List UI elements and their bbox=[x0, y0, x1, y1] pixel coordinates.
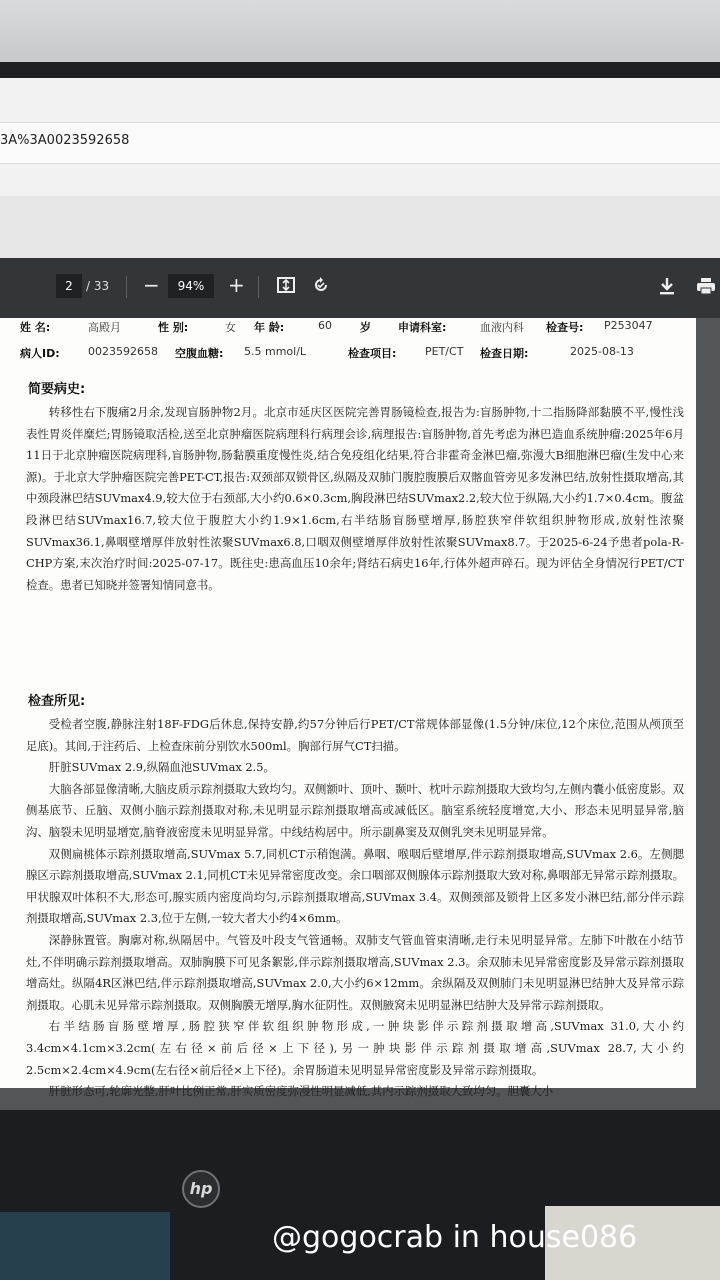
pdf-toolbar bbox=[0, 258, 720, 318]
findings-paragraph: 双侧扁桃体示踪剂摄取增高,SUVmax 5.7,同机CT示稍饱满。鼻咽、喉咽后壁增厚,伴示踪剂摄取增高,SUVmax 2.6。左侧腮腺区示踪剂摄取增高,SUVmax 2.1,同机CT未见异常密度改变。余口咽部双侧腺体示踪剂摄取大致对称,鼻咽部无异常示踪剂摄取。甲状腺双叶体积不大,形态可,腺实质内密度尚均匀,示踪剂摄取增高,SUVmax 3.4。双侧颈部及锁骨上区多发小淋巴结,部分伴示踪剂摄取增高,SUVmax 2.3,位于左侧,一较大者大小约4×6mm。 bbox=[26, 846, 684, 926]
patient-name: 高殿月 bbox=[88, 321, 121, 334]
name-label: 姓 名: bbox=[20, 321, 51, 334]
background-wall bbox=[0, 0, 720, 70]
browser-chrome bbox=[0, 78, 720, 196]
findings-paragraph: 深静脉置管。胸廓对称,纵隔居中。气管及叶段支气管通畅。双肺支气管血管束清晰,走行未见明显异常。左肺下叶散在小结节灶,不伴明确示踪剂摄取增高。双肺胸膜下可见条絮影,伴示踪剂摄取增高,SUVmax 2.3。余双肺未见异常密度影及异常示踪剂摄取增高灶。纵隔4R区淋巴结,伴示踪剂摄取增高,SUVmax 2.0,大小约6×12mm。余纵隔及双侧肺门未见明显淋巴结肿大及异常示踪剂摄取。心肌未见异常示踪剂摄取。双侧胸膜无增厚,胸水征阴性。双侧腋窝未见明显淋巴结肿大及异常示踪剂摄取。 bbox=[26, 932, 684, 1012]
hp-logo: hp bbox=[182, 1170, 220, 1208]
patient-age: 60 bbox=[318, 319, 332, 332]
patient-id: 0023592658 bbox=[88, 345, 158, 358]
zoom-level[interactable]: 94% bbox=[168, 274, 214, 298]
watermark-text: @gogocrab in house086 bbox=[272, 1220, 638, 1255]
browser-gap bbox=[0, 196, 720, 258]
page-number-input[interactable]: 2 bbox=[56, 274, 82, 298]
exam-no-value: P253047 bbox=[604, 319, 653, 332]
url-text[interactable]: 3A%3A0023592658 bbox=[0, 133, 130, 148]
toolbar-divider bbox=[126, 276, 127, 298]
glucose-value: 5.5 mmol/L bbox=[244, 345, 307, 358]
findings-text bbox=[26, 714, 684, 1103]
item-label: 检查项目: bbox=[348, 347, 397, 360]
sex-label: 性 别: bbox=[158, 321, 189, 334]
download-icon[interactable] bbox=[658, 276, 676, 302]
exam-no-label: 检查号: bbox=[546, 321, 584, 334]
findings-paragraph: 受检者空腹,静脉注射18F-FDG后休息,保持安静,约57分钟后行PET/CT常规体部显像(1.5分钟/床位,12个床位,范围从颅顶至足底)。其间,于注药后、上检查床前分别饮水500ml。胸部行屏气CT扫描。 bbox=[26, 717, 684, 753]
findings-paragraph: 右半结肠盲肠壁增厚,肠腔狭窄伴软组织肿物形成,一肿块影伴示踪剂摄取增高,SUVmax 31.0,大小约3.4cm×4.1cm×3.2cm(左右径×前后径×上下径),另一肿块影伴示踪剂摄取增高,SUVmax 28.7,大小约2.5cm×2.4cm×4.9cm(左右径×前后径×上下径)。余胃肠道未见明显异常密度影及异常示踪剂摄取。 bbox=[26, 1019, 684, 1077]
pdf-viewport[interactable] bbox=[0, 318, 720, 1110]
age-label: 年 龄: bbox=[254, 321, 285, 334]
zoom-in-button[interactable]: + bbox=[228, 273, 245, 297]
monitor-screen bbox=[0, 78, 720, 1110]
history-paragraph: 转移性右下腹痛2月余,发现盲肠肿物2月。北京市延庆区医院完善胃肠镜检查,报告为:盲肠肿物,十二指肠降部黏膜不平,慢性浅表性胃炎伴糜烂;胃肠镜取活检,送至北京肿瘤医院病理科行病理会诊,病理报告:盲肠肿物,首先考虑为淋巴造血系统肿瘤:2025年6月11日于北京肿瘤医院病理科,盲肠肿物,肠黏膜重度慢性炎,结合免疫组化结果,符合非霍奇金淋巴瘤,弥漫大B细胞淋巴瘤(生发中心来源)。于北京大学肿瘤医院完善PET-CT,报告:双颈部双锁骨区,纵隔及双肺门腹腔腹膜后双髂血管旁见多发淋巴结,放射性摄取增高,其中颈段淋巴结SUVmax4.9,较大位于右颈部,大小约0.6×0.3cm,胸段淋巴结SUVmax2.2,较大位于纵隔,大小约1.7×0.4cm。腹盆段淋巴结SUVmax16.7,较大位于腹腔大小约1.9×1.6cm,右半结肠盲肠壁增厚,肠腔狭窄伴软组织肿物形成,放射性浓聚SUVmax36.1,鼻咽壁增厚伴放射性浓聚SUVmax6.8,口咽双侧壁增厚伴放射性浓聚SUVmax8.7。于2025-6-24予患者pola-R-CHP方案,末次治疗时间:2025-07-17。既往史:患高血压10余年;肾结石病史16年,行体外超声碎石。现为评估全身情况行PET/CT检查。患者已知晓并签署知情同意书。 bbox=[26, 405, 684, 592]
rotate-icon[interactable] bbox=[311, 275, 331, 301]
dept-value: 血液内科 bbox=[480, 321, 524, 334]
pdf-page bbox=[0, 318, 696, 1099]
address-bar[interactable] bbox=[0, 122, 720, 164]
page-total: / 33 bbox=[86, 279, 110, 293]
fit-page-icon[interactable] bbox=[276, 275, 296, 301]
zoom-out-button[interactable]: − bbox=[143, 273, 160, 297]
monitor-bezel-top bbox=[0, 62, 720, 78]
desk-object bbox=[0, 1212, 170, 1280]
patient-id-label: 病人ID: bbox=[20, 347, 60, 360]
patient-sex: 女 bbox=[225, 321, 236, 334]
item-value: PET/CT bbox=[425, 345, 464, 358]
findings-paragraph: 大脑各部显像清晰,大脑皮质示踪剂摄取大致均匀。双侧额叶、顶叶、颞叶、枕叶示踪剂摄取大致均匀,左侧内囊小低密度影。双侧基底节、丘脑、双侧小脑示踪剂摄取对称,未见明显示踪剂摄取增高或减低区。脑室系统轻度增宽,大小、形态未见明显异常,脑沟、脑裂未见明显增宽,脑脊液密度未见明显异常。中线结构居中。所示副鼻窦及双侧乳突未见明显异常。 bbox=[26, 781, 684, 839]
print-icon[interactable] bbox=[696, 276, 716, 302]
exam-date: 2025-08-13 bbox=[570, 345, 634, 358]
glucose-label: 空腹血糖: bbox=[175, 347, 224, 360]
history-text bbox=[26, 402, 684, 596]
dept-label: 申请科室: bbox=[398, 321, 447, 334]
findings-title: 检查所见: bbox=[28, 694, 86, 709]
findings-paragraph: 肝脏形态可,轮廓光整,肝叶比例正常,肝实质密度弥漫性明显减低,其内示踪剂摄取大致均匀。胆囊大小 bbox=[48, 1084, 554, 1099]
history-title: 简要病史: bbox=[28, 382, 86, 397]
toolbar-divider bbox=[258, 276, 259, 298]
age-unit: 岁 bbox=[360, 321, 371, 334]
date-label: 检查日期: bbox=[480, 347, 529, 360]
findings-paragraph: 肝脏SUVmax 2.9,纵隔血池SUVmax 2.5。 bbox=[48, 760, 275, 775]
